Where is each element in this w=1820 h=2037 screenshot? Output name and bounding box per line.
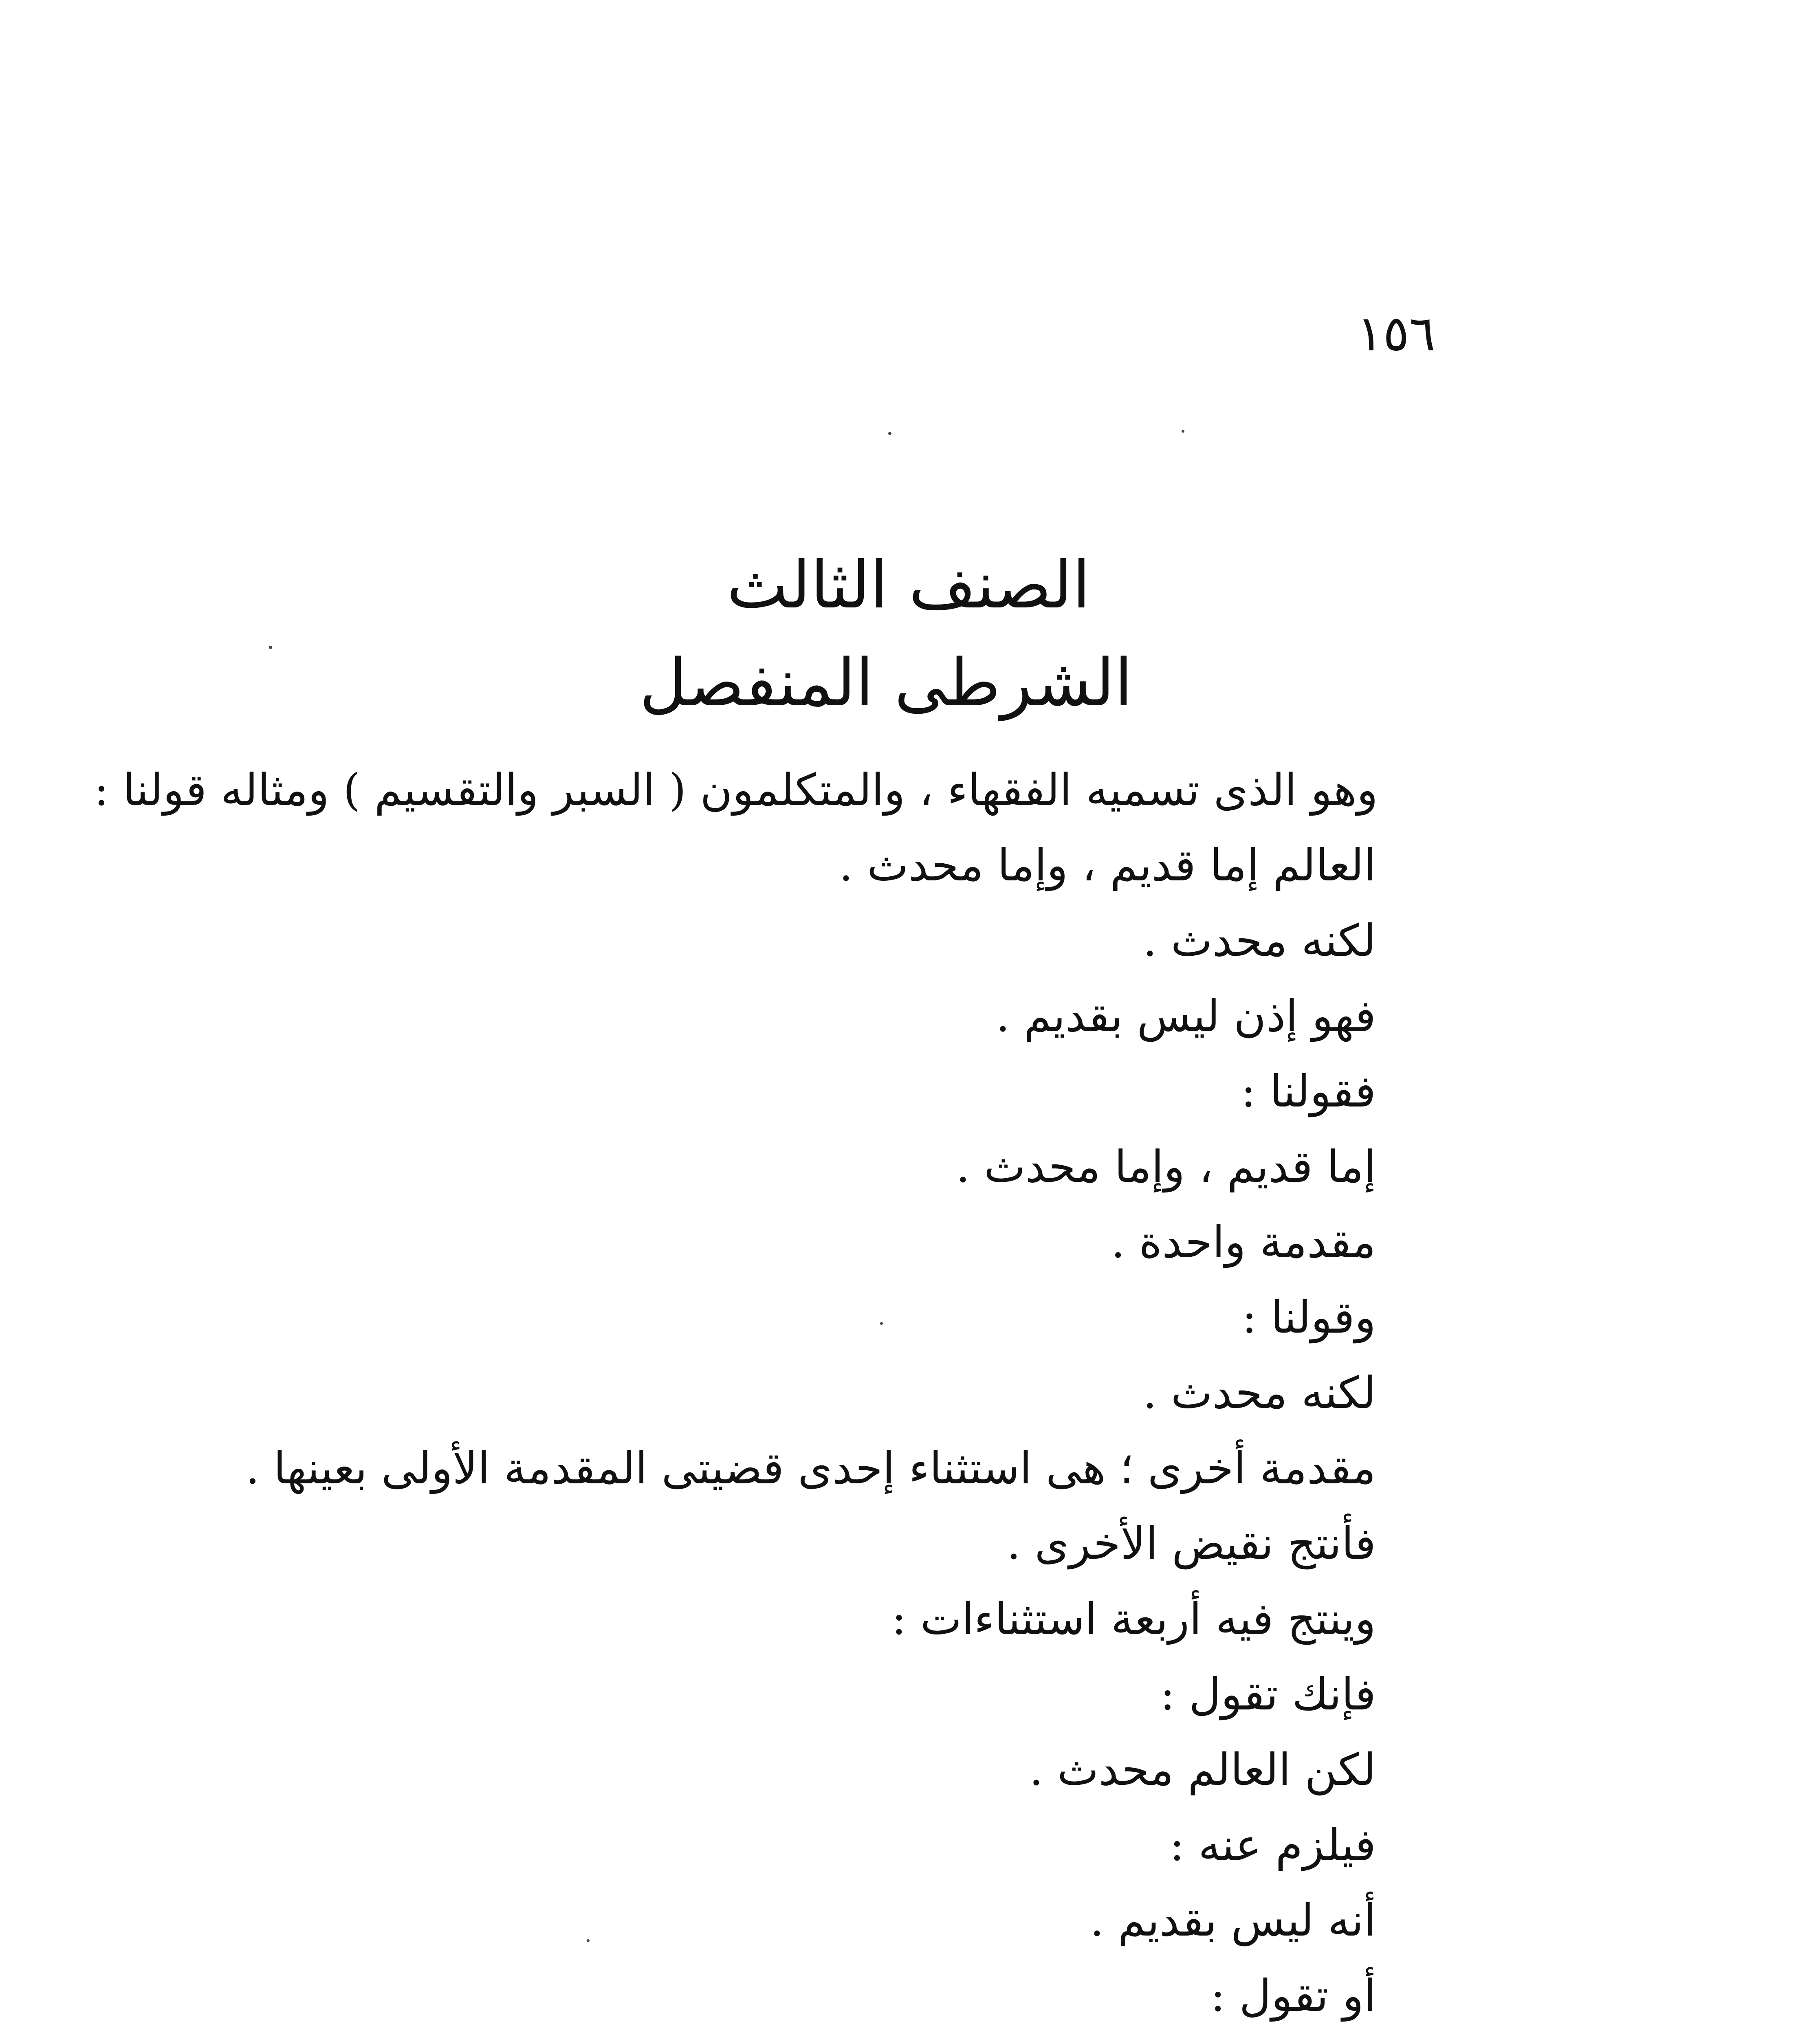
scan-speck (880, 1322, 883, 1325)
text-line: أو تقول : (1210, 1971, 1376, 2022)
scan-speck (269, 646, 272, 649)
scan-speck (587, 1939, 590, 1942)
text-line: فإنك تقول : (1160, 1669, 1376, 1720)
scan-speck (888, 432, 891, 435)
text-line: لكن العالم محدث . (1029, 1744, 1376, 1795)
text-line: العالم إما قديم ، وإما محدث . (839, 840, 1376, 891)
page-number: ١٥٦ (1357, 306, 1436, 362)
text-line: مقدمة واحدة . (1111, 1217, 1376, 1268)
text-line: وينتج فيه أربعة استثناءات : (891, 1594, 1376, 1645)
text-line: وهو الذى تسميه الفقهاء ، والمتكلمون ( السبر والتقسيم ) ومثاله قولنا : (94, 765, 1378, 816)
text-line: فقولنا : (1241, 1066, 1376, 1117)
text-line: لكنه محدث . (1143, 1368, 1376, 1419)
text-line: فهو إذن ليس بقديم . (996, 991, 1376, 1042)
text-line: وقولنا : (1242, 1292, 1376, 1343)
text-line: مقدمة أخرى ؛ هى استثناء إحدى قضيتى المقدمة الأولى بعينها . (245, 1443, 1376, 1494)
scan-speck (1182, 430, 1184, 433)
text-line: إما قديم ، وإما محدث . (956, 1142, 1376, 1192)
text-line: أنه ليس بقديم . (1090, 1895, 1376, 1946)
section-title: الصنف الثالث (726, 547, 1091, 623)
section-subtitle: الشرطى المنفصل (639, 645, 1133, 721)
text-line: لكنه محدث . (1143, 915, 1376, 966)
text-line: فيلزم عنه : (1169, 1820, 1376, 1871)
text-line: فأنتج نقيض الأخرى . (1006, 1518, 1376, 1569)
